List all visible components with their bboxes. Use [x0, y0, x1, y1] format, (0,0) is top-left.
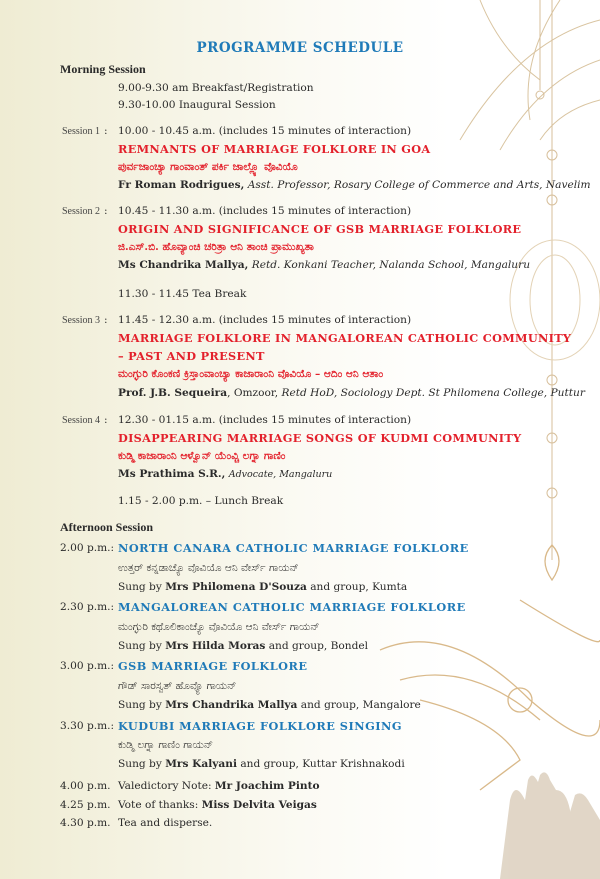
performance-credit: [118, 639, 368, 653]
page-title: PROGRAMME SCHEDULE: [196, 40, 404, 56]
performance-title: MANGALOREAN CATHOLIC MARRIAGE FOLKLORE: [118, 600, 466, 614]
colon-separator: :: [104, 414, 108, 426]
closing-name: Mr Joachim Pinto: [214, 780, 320, 792]
performance-credit: [118, 757, 405, 771]
closing-name: Miss Delvita Veigas: [201, 799, 317, 811]
performance-time: 3.30 p.m.:: [60, 720, 115, 732]
schedule-item: 9.00-9.30 am Breakfast/Registration: [118, 82, 314, 94]
performance-credit: [118, 698, 421, 712]
session-title: MARRIAGE FOLKLORE IN MANGALOREAN CATHOLIC COMMUNITY: [118, 331, 572, 345]
session-title-line2: – PAST AND PRESENT: [118, 349, 265, 363]
performance-time: 2.30 p.m.:: [60, 601, 115, 613]
closing-text: Valedictory Note:: [118, 780, 215, 792]
performer-place: and group, Mangalore: [297, 699, 421, 711]
session-time: 11.45 - 12.30 a.m. (includes 15 minutes of interaction): [118, 314, 412, 326]
session-speaker: [118, 467, 332, 482]
session-time: 10.45 - 11.30 a.m. (includes 15 minutes of interaction): [118, 205, 412, 217]
performance-time: 3.00 p.m.:: [60, 660, 115, 672]
performer-place: and group, Kumta: [306, 581, 408, 593]
palm-leaf-illustration: [460, 0, 600, 150]
diya-lamp-illustration: [380, 545, 600, 790]
closing-text: Vote of thanks:: [118, 799, 202, 811]
sung-by-label: Sung by: [118, 640, 166, 652]
speaker-affiliation: Retd. Konkani Teacher, Nalanda School, Mangaluru: [251, 259, 531, 271]
session-time: 12.30 - 01.15 a.m. (includes 15 minutes of interaction): [118, 414, 412, 426]
session-speaker: [118, 178, 591, 192]
closing-text: Tea and disperse.: [118, 817, 213, 829]
session-title-kannada: ಮಂಗ್ಳುರಿ ಕೊಂಕಣಿ ಕ್ರಿಸ್ತಾಂವಾಂಚ್ಯಾ ಕಾಜಾರಾಂನಿ ವೊವಿಯೊ – ಆದಿಂ ಆನಿ ಆತಾಂ: [118, 368, 384, 380]
session-title: REMNANTS OF MARRIAGE FOLKLORE IN GOA: [118, 142, 431, 156]
session-label: Session 3: [62, 315, 101, 326]
performance-time: 2.00 p.m.:: [60, 542, 115, 554]
mehndi-hands-illustration: [500, 772, 600, 879]
colon-separator: :: [104, 205, 108, 217]
schedule-item: 9.30-10.00 Inaugural Session: [118, 99, 276, 111]
speaker-name: Ms Prathima S.R.,: [118, 468, 226, 480]
performance-title-kannada: ಉತ್ತರ್ ಕನ್ನಡಾಚ್ಯೊ ವೊವಿಯೊ ಆನಿ ವೇರ್ಸ್ ಗಾಯನ್: [118, 562, 299, 574]
closing-time: 4.00 p.m.: [60, 780, 111, 792]
lunch-break: 1.15 - 2.00 p.m. – Lunch Break: [118, 495, 284, 507]
session-label: Session 2: [62, 206, 101, 217]
session-title-kannada: ಜಿ.ಎಸ್.ಬಿ. ಹೊವ್ಯಾಂಚಿ ಚರಿತ್ರಾ ಆನಿ ತಾಂಚಿ ಪ್ರಾಮುಖ್ಯತಾ: [118, 241, 314, 253]
performer-place: and group, Bondel: [265, 640, 369, 652]
performance-title: NORTH CANARA CATHOLIC MARRIAGE FOLKLORE: [118, 541, 469, 555]
colon-separator: :: [104, 314, 108, 326]
performer-name: Mrs Hilda Moras: [165, 640, 266, 652]
hanging-chain-illustration: [536, 0, 557, 560]
performer-place: and group, Kuttar Krishnakodi: [237, 758, 405, 770]
performance-title-kannada: ಕುಡ್ಮಿ ಲಗ್ನಾ ಗಾಣಿಂ ಗಾಯನ್: [118, 739, 214, 751]
performance-credit: [118, 580, 407, 594]
sung-by-label: Sung by: [118, 758, 166, 770]
speaker-name: Fr Roman Rodrigues,: [118, 179, 245, 191]
session-label: Session 4: [62, 415, 101, 426]
sung-by-label: Sung by: [118, 581, 166, 593]
performance-title: GSB MARRIAGE FOLKLORE: [118, 659, 308, 673]
session-title-kannada: ಪುರ್ವಜಾಂಚ್ಯಾ ಗಾಂವಾಂತ್ ಪರ್ಕಿ ಜಾಲ್ಲ್ಯೊ ವೊವಿಯೊ: [118, 161, 298, 173]
closing-time: 4.30 p.m.: [60, 817, 111, 829]
performer-name: Mrs Kalyani: [165, 758, 237, 770]
tea-break: 11.30 - 11.45 Tea Break: [118, 288, 247, 300]
closing-item: [118, 779, 320, 793]
speaker-affiliation: Advocate, Mangaluru: [228, 469, 333, 480]
performance-title: KUDUBI MARRIAGE FOLKLORE SINGING: [118, 719, 402, 733]
afternoon-session-heading: Afternoon Session: [60, 520, 154, 534]
closing-item: [118, 798, 317, 812]
speaker-affiliation: Asst. Professor, Rosary College of Commerce and Arts, Navelim: [247, 179, 591, 191]
session-label: Session 1: [62, 126, 101, 137]
session-speaker: [118, 386, 585, 400]
speaker-affiliation: Retd HoD, Sociology Dept. St Philomena College, Puttur: [281, 387, 585, 399]
morning-session-heading: Morning Session: [60, 62, 146, 76]
speaker-name: Prof. J.B. Sequeira: [118, 387, 228, 399]
speaker-name: Ms Chandrika Mallya,: [118, 259, 249, 271]
session-time: 10.00 - 10.45 a.m. (includes 15 minutes of interaction): [118, 125, 412, 137]
session-title: DISAPPEARING MARRIAGE SONGS OF KUDMI COMMUNITY: [118, 431, 522, 445]
closing-time: 4.25 p.m.: [60, 799, 111, 811]
performance-title-kannada: ಮಂಗ್ಳುರಿ ಕಥೊಲಿಕಾಂಚ್ಯೊ ವೊವಿಯೊ ಆನಿ ವೇರ್ಸ್ ಗಾಯನ್: [118, 621, 320, 633]
performer-name: Mrs Chandrika Mallya: [165, 699, 298, 711]
session-speaker: [118, 258, 530, 272]
session-title-kannada: ಕುಡ್ಮಿ ಕಾಜಾರಾಂನಿ ಆಳ್ವೊನ್ ಯೆಂವ್ಚಿ ಲಗ್ನಾ ಗಾಣಿಂ: [118, 450, 286, 462]
closing-item: [118, 816, 212, 830]
colon-separator: :: [104, 125, 108, 137]
performance-title-kannada: ಗೌಡ್ ಸಾರಸ್ವತ್ ಹೊವ್ಯೊ ಗಾಯನ್: [118, 680, 237, 692]
session-title: ORIGIN AND SIGNIFICANCE OF GSB MARRIAGE FOLKLORE: [118, 222, 522, 236]
sung-by-label: Sung by: [118, 699, 166, 711]
performer-name: Mrs Philomena D'Souza: [165, 581, 307, 593]
speaker-extra: , Omzoor,: [227, 387, 282, 399]
